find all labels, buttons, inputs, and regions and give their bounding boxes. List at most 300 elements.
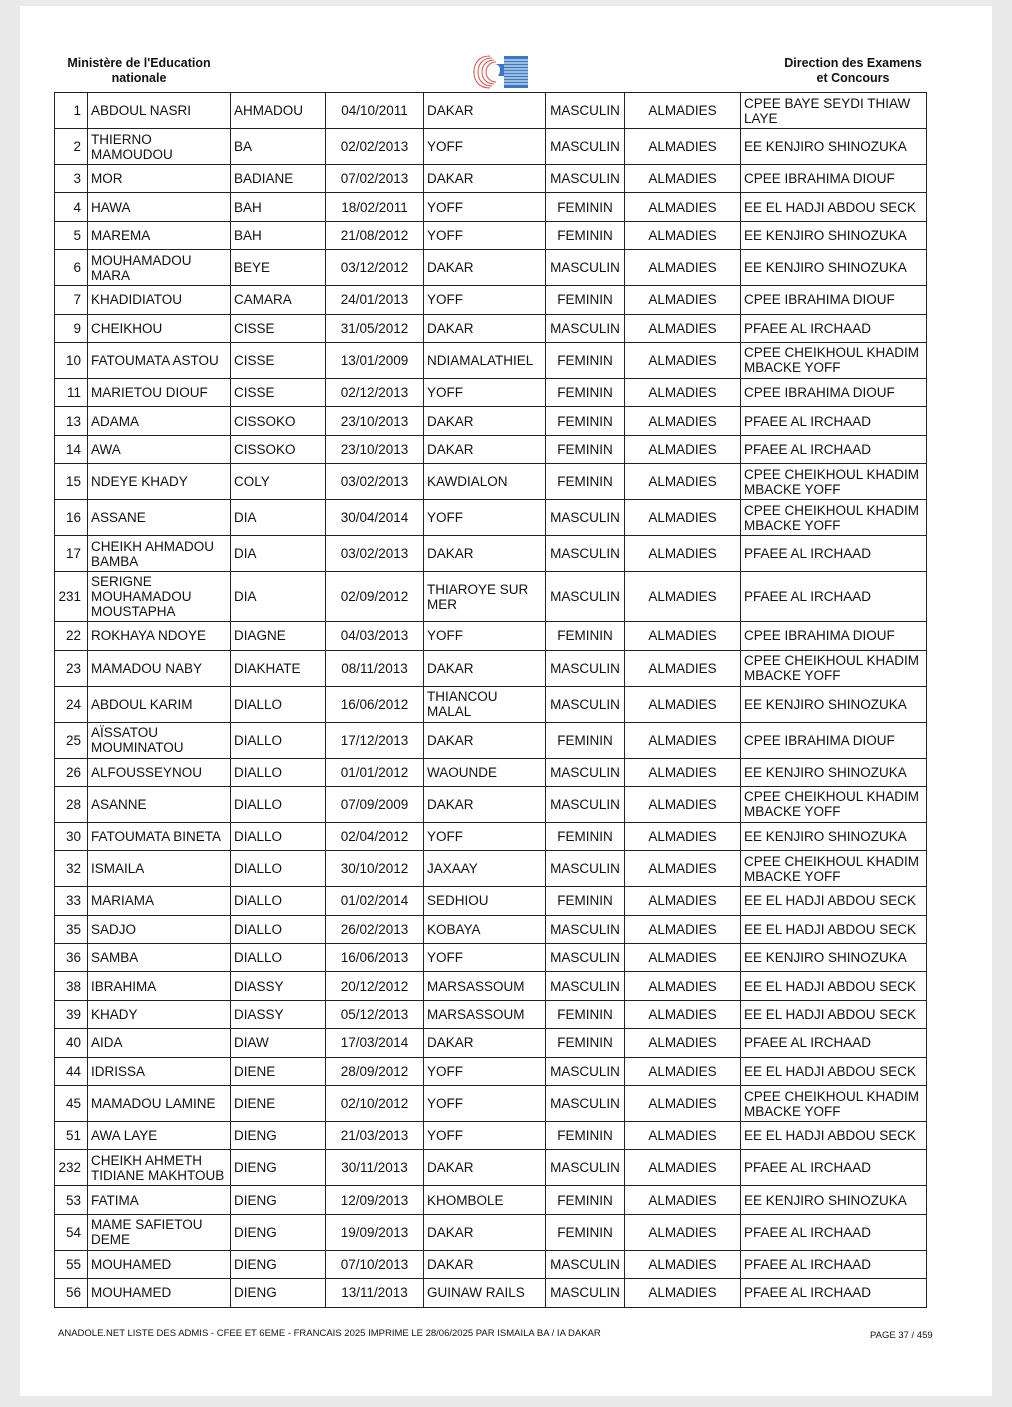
ief-cell: ALMADIES bbox=[625, 165, 741, 193]
birth-place-cell: NDIAMALATHIEL bbox=[424, 342, 546, 378]
sex-cell: MASCULIN bbox=[546, 500, 625, 536]
ief-cell: ALMADIES bbox=[625, 887, 741, 915]
school-cell: EE KENJIRO SHINOZUKA bbox=[741, 221, 927, 249]
ief-cell: ALMADIES bbox=[625, 1186, 741, 1214]
table-row bbox=[55, 758, 927, 786]
last-name-cell: DIALLO bbox=[231, 786, 326, 822]
first-name-cell: FATIMA bbox=[88, 1186, 231, 1214]
direction-line-2: et Concours bbox=[816, 71, 890, 85]
first-name-cell: ASANNE bbox=[88, 786, 231, 822]
last-name-cell: DIA bbox=[231, 572, 326, 622]
first-name-cell: ALFOUSSEYNOU bbox=[88, 758, 231, 786]
birth-date-cell: 13/11/2013 bbox=[326, 1279, 424, 1307]
row-number-cell: 2 bbox=[55, 129, 88, 165]
last-name-cell: DIENG bbox=[231, 1186, 326, 1214]
last-name-cell: DIAGNE bbox=[231, 622, 326, 650]
birth-date-cell: 23/10/2013 bbox=[326, 435, 424, 463]
row-number-cell: 11 bbox=[55, 378, 88, 406]
last-name-cell: DIALLO bbox=[231, 887, 326, 915]
sex-cell: MASCULIN bbox=[546, 915, 625, 943]
school-cell: PFAEE AL IRCHAAD bbox=[741, 572, 927, 622]
birth-place-cell: GUINAW RAILS bbox=[424, 1279, 546, 1307]
last-name-cell: CISSE bbox=[231, 342, 326, 378]
first-name-cell: MOR bbox=[88, 165, 231, 193]
last-name-cell: BAH bbox=[231, 221, 326, 249]
ief-cell: ALMADIES bbox=[625, 1150, 741, 1186]
birth-place-cell: DAKAR bbox=[424, 536, 546, 572]
birth-place-cell: DAKAR bbox=[424, 786, 546, 822]
ief-cell: ALMADIES bbox=[625, 250, 741, 286]
table-row bbox=[55, 1250, 927, 1278]
row-number-cell: 231 bbox=[55, 572, 88, 622]
school-cell: PFAEE AL IRCHAAD bbox=[741, 1150, 927, 1186]
birth-date-cell: 02/09/2012 bbox=[326, 572, 424, 622]
last-name-cell: DIA bbox=[231, 500, 326, 536]
sex-cell: FEMININ bbox=[546, 1029, 625, 1057]
school-cell: EE KENJIRO SHINOZUKA bbox=[741, 1186, 927, 1214]
birth-place-cell: DAKAR bbox=[424, 722, 546, 758]
ief-cell: ALMADIES bbox=[625, 1122, 741, 1150]
first-name-cell: AIDA bbox=[88, 1029, 231, 1057]
school-cell: EE EL HADJI ABDOU SECK bbox=[741, 915, 927, 943]
last-name-cell: CISSE bbox=[231, 378, 326, 406]
sex-cell: MASCULIN bbox=[546, 650, 625, 686]
row-number-cell: 23 bbox=[55, 650, 88, 686]
sex-cell: FEMININ bbox=[546, 887, 625, 915]
first-name-cell: MOUHAMED bbox=[88, 1279, 231, 1307]
sex-cell: FEMININ bbox=[546, 193, 625, 221]
row-number-cell: 38 bbox=[55, 972, 88, 1000]
school-cell: PFAEE AL IRCHAAD bbox=[741, 1279, 927, 1307]
birth-date-cell: 16/06/2013 bbox=[326, 944, 424, 972]
birth-place-cell: YOFF bbox=[424, 378, 546, 406]
sex-cell: FEMININ bbox=[546, 1214, 625, 1250]
birth-place-cell: THIAROYE SUR MER bbox=[424, 572, 546, 622]
birth-date-cell: 28/09/2012 bbox=[326, 1057, 424, 1085]
table-row bbox=[55, 1057, 927, 1085]
birth-date-cell: 13/01/2009 bbox=[326, 342, 424, 378]
row-number-cell: 4 bbox=[55, 193, 88, 221]
row-number-cell: 24 bbox=[55, 686, 88, 722]
school-cell: PFAEE AL IRCHAAD bbox=[741, 314, 927, 342]
first-name-cell: ABDOUL KARIM bbox=[88, 686, 231, 722]
birth-date-cell: 02/04/2012 bbox=[326, 822, 424, 850]
ief-cell: ALMADIES bbox=[625, 536, 741, 572]
birth-place-cell: YOFF bbox=[424, 129, 546, 165]
first-name-cell: FATOUMATA BINETA bbox=[88, 822, 231, 850]
sex-cell: MASCULIN bbox=[546, 758, 625, 786]
sex-cell: MASCULIN bbox=[546, 572, 625, 622]
row-number-cell: 35 bbox=[55, 915, 88, 943]
school-cell: CPEE IBRAHIMA DIOUF bbox=[741, 286, 927, 314]
direction-line-1: Direction des Examens bbox=[784, 56, 922, 70]
school-cell: EE EL HADJI ABDOU SECK bbox=[741, 1057, 927, 1085]
birth-place-cell: KOBAYA bbox=[424, 915, 546, 943]
ief-cell: ALMADIES bbox=[625, 686, 741, 722]
sex-cell: MASCULIN bbox=[546, 1086, 625, 1122]
page-number: PAGE 37 / 459 bbox=[870, 1330, 933, 1341]
sex-cell: FEMININ bbox=[546, 1122, 625, 1150]
school-cell: PFAEE AL IRCHAAD bbox=[741, 1250, 927, 1278]
first-name-cell: MARIAMA bbox=[88, 887, 231, 915]
ief-cell: ALMADIES bbox=[625, 722, 741, 758]
ief-cell: ALMADIES bbox=[625, 193, 741, 221]
sex-cell: FEMININ bbox=[546, 464, 625, 500]
table-row bbox=[55, 193, 927, 221]
row-number-cell: 33 bbox=[55, 887, 88, 915]
exams-direction-header bbox=[772, 56, 934, 86]
birth-place-cell: KAWDIALON bbox=[424, 464, 546, 500]
ief-cell: ALMADIES bbox=[625, 286, 741, 314]
row-number-cell: 3 bbox=[55, 165, 88, 193]
school-cell: CPEE CHEIKHOUL KHADIM MBACKE YOFF bbox=[741, 500, 927, 536]
ief-cell: ALMADIES bbox=[625, 1250, 741, 1278]
first-name-cell: CHEIKHOU bbox=[88, 314, 231, 342]
ief-cell: ALMADIES bbox=[625, 915, 741, 943]
school-cell: CPEE CHEIKHOUL KHADIM MBACKE YOFF bbox=[741, 1086, 927, 1122]
birth-place-cell: DAKAR bbox=[424, 250, 546, 286]
row-number-cell: 32 bbox=[55, 851, 88, 887]
table-row bbox=[55, 1000, 927, 1028]
last-name-cell: DIAKHATE bbox=[231, 650, 326, 686]
table-row bbox=[55, 887, 927, 915]
row-number-cell: 10 bbox=[55, 342, 88, 378]
school-cell: CPEE IBRAHIMA DIOUF bbox=[741, 722, 927, 758]
table-row bbox=[55, 500, 927, 536]
last-name-cell: DIENG bbox=[231, 1150, 326, 1186]
sex-cell: MASCULIN bbox=[546, 1150, 625, 1186]
first-name-cell: AÏSSATOU MOUMINATOU bbox=[88, 722, 231, 758]
birth-date-cell: 24/01/2013 bbox=[326, 286, 424, 314]
ief-cell: ALMADIES bbox=[625, 572, 741, 622]
table-row bbox=[55, 622, 927, 650]
ief-cell: ALMADIES bbox=[625, 758, 741, 786]
first-name-cell: KHADY bbox=[88, 1000, 231, 1028]
first-name-cell: MAREMA bbox=[88, 221, 231, 249]
birth-date-cell: 04/03/2013 bbox=[326, 622, 424, 650]
row-number-cell: 54 bbox=[55, 1214, 88, 1250]
row-number-cell: 232 bbox=[55, 1150, 88, 1186]
first-name-cell: SERIGNE MOUHAMADOU MOUSTAPHA bbox=[88, 572, 231, 622]
last-name-cell: DIALLO bbox=[231, 722, 326, 758]
sex-cell: FEMININ bbox=[546, 1000, 625, 1028]
ief-cell: ALMADIES bbox=[625, 407, 741, 435]
ief-cell: ALMADIES bbox=[625, 342, 741, 378]
birth-date-cell: 17/12/2013 bbox=[326, 722, 424, 758]
birth-date-cell: 20/12/2012 bbox=[326, 972, 424, 1000]
ief-cell: ALMADIES bbox=[625, 972, 741, 1000]
table-row bbox=[55, 1086, 927, 1122]
birth-place-cell: DAKAR bbox=[424, 314, 546, 342]
row-number-cell: 7 bbox=[55, 286, 88, 314]
birth-date-cell: 02/12/2013 bbox=[326, 378, 424, 406]
sex-cell: FEMININ bbox=[546, 286, 625, 314]
row-number-cell: 13 bbox=[55, 407, 88, 435]
birth-place-cell: YOFF bbox=[424, 1057, 546, 1085]
last-name-cell: BA bbox=[231, 129, 326, 165]
birth-place-cell: DAKAR bbox=[424, 1029, 546, 1057]
ief-cell: ALMADIES bbox=[625, 500, 741, 536]
last-name-cell: DIASSY bbox=[231, 972, 326, 1000]
school-cell: EE KENJIRO SHINOZUKA bbox=[741, 758, 927, 786]
row-number-cell: 51 bbox=[55, 1122, 88, 1150]
row-number-cell: 39 bbox=[55, 1000, 88, 1028]
school-cell: PFAEE AL IRCHAAD bbox=[741, 1029, 927, 1057]
sex-cell: MASCULIN bbox=[546, 1279, 625, 1307]
first-name-cell: CHEIKH AHMETH TIDIANE MAKHTOUB bbox=[88, 1150, 231, 1186]
row-number-cell: 5 bbox=[55, 221, 88, 249]
school-cell: PFAEE AL IRCHAAD bbox=[741, 435, 927, 463]
table-body bbox=[55, 93, 927, 1308]
row-number-cell: 25 bbox=[55, 722, 88, 758]
school-cell: EE EL HADJI ABDOU SECK bbox=[741, 972, 927, 1000]
school-cell: CPEE IBRAHIMA DIOUF bbox=[741, 378, 927, 406]
birth-date-cell: 16/06/2012 bbox=[326, 686, 424, 722]
birth-date-cell: 05/12/2013 bbox=[326, 1000, 424, 1028]
first-name-cell: HAWA bbox=[88, 193, 231, 221]
birth-place-cell: DAKAR bbox=[424, 407, 546, 435]
birth-date-cell: 07/02/2013 bbox=[326, 165, 424, 193]
birth-date-cell: 23/10/2013 bbox=[326, 407, 424, 435]
school-cell: EE EL HADJI ABDOU SECK bbox=[741, 887, 927, 915]
birth-date-cell: 30/04/2014 bbox=[326, 500, 424, 536]
footer-print-info: ANADOLE.NET LISTE DES ADMIS - CFEE ET 6EME - FRANCAIS 2025 IMPRIME LE 28/06/2025 PAR ISMAILA BA / IA DAKAR bbox=[58, 1328, 601, 1339]
table-row bbox=[55, 1186, 927, 1214]
birth-place-cell: DAKAR bbox=[424, 435, 546, 463]
last-name-cell: CISSE bbox=[231, 314, 326, 342]
school-cell: CPEE CHEIKHOUL KHADIM MBACKE YOFF bbox=[741, 786, 927, 822]
sex-cell: MASCULIN bbox=[546, 93, 625, 129]
sex-cell: MASCULIN bbox=[546, 1057, 625, 1085]
table-row bbox=[55, 822, 927, 850]
row-number-cell: 9 bbox=[55, 314, 88, 342]
birth-place-cell: DAKAR bbox=[424, 1250, 546, 1278]
table-row bbox=[55, 314, 927, 342]
last-name-cell: BAH bbox=[231, 193, 326, 221]
birth-place-cell: YOFF bbox=[424, 622, 546, 650]
ief-cell: ALMADIES bbox=[625, 822, 741, 850]
school-cell: EE EL HADJI ABDOU SECK bbox=[741, 193, 927, 221]
birth-place-cell: YOFF bbox=[424, 1086, 546, 1122]
table-row bbox=[55, 1150, 927, 1186]
sex-cell: MASCULIN bbox=[546, 944, 625, 972]
first-name-cell: CHEIKH AHMADOU BAMBA bbox=[88, 536, 231, 572]
birth-date-cell: 04/10/2011 bbox=[326, 93, 424, 129]
first-name-cell: NDEYE KHADY bbox=[88, 464, 231, 500]
birth-date-cell: 30/11/2013 bbox=[326, 1150, 424, 1186]
table-row bbox=[55, 1214, 927, 1250]
last-name-cell: DIALLO bbox=[231, 686, 326, 722]
ief-cell: ALMADIES bbox=[625, 93, 741, 129]
birth-place-cell: YOFF bbox=[424, 193, 546, 221]
row-number-cell: 45 bbox=[55, 1086, 88, 1122]
first-name-cell: IDRISSA bbox=[88, 1057, 231, 1085]
last-name-cell: DIAW bbox=[231, 1029, 326, 1057]
birth-place-cell: MARSASSOUM bbox=[424, 972, 546, 1000]
last-name-cell: BADIANE bbox=[231, 165, 326, 193]
birth-date-cell: 02/02/2013 bbox=[326, 129, 424, 165]
sex-cell: MASCULIN bbox=[546, 314, 625, 342]
table-row bbox=[55, 851, 927, 887]
birth-place-cell: YOFF bbox=[424, 221, 546, 249]
table-row bbox=[55, 407, 927, 435]
sex-cell: FEMININ bbox=[546, 435, 625, 463]
school-cell: PFAEE AL IRCHAAD bbox=[741, 407, 927, 435]
birth-place-cell: DAKAR bbox=[424, 165, 546, 193]
last-name-cell: DIENG bbox=[231, 1279, 326, 1307]
birth-date-cell: 30/10/2012 bbox=[326, 851, 424, 887]
ief-cell: ALMADIES bbox=[625, 622, 741, 650]
sex-cell: MASCULIN bbox=[546, 786, 625, 822]
birth-place-cell: THIANCOU MALAL bbox=[424, 686, 546, 722]
last-name-cell: DIALLO bbox=[231, 758, 326, 786]
first-name-cell: AWA LAYE bbox=[88, 1122, 231, 1150]
birth-place-cell: DAKAR bbox=[424, 1214, 546, 1250]
birth-date-cell: 07/09/2009 bbox=[326, 786, 424, 822]
row-number-cell: 15 bbox=[55, 464, 88, 500]
table-row bbox=[55, 435, 927, 463]
table-row bbox=[55, 786, 927, 822]
first-name-cell: KHADIDIATOU bbox=[88, 286, 231, 314]
table-row bbox=[55, 129, 927, 165]
school-cell: CPEE IBRAHIMA DIOUF bbox=[741, 622, 927, 650]
table-row bbox=[55, 944, 927, 972]
birth-place-cell: DAKAR bbox=[424, 650, 546, 686]
birth-date-cell: 21/08/2012 bbox=[326, 221, 424, 249]
sex-cell: MASCULIN bbox=[546, 1250, 625, 1278]
first-name-cell: ISMAILA bbox=[88, 851, 231, 887]
birth-place-cell: YOFF bbox=[424, 1122, 546, 1150]
birth-date-cell: 18/02/2011 bbox=[326, 193, 424, 221]
first-name-cell: IBRAHIMA bbox=[88, 972, 231, 1000]
first-name-cell: FATOUMATA ASTOU bbox=[88, 342, 231, 378]
school-cell: CPEE CHEIKHOUL KHADIM MBACKE YOFF bbox=[741, 464, 927, 500]
birth-place-cell: YOFF bbox=[424, 822, 546, 850]
row-number-cell: 1 bbox=[55, 93, 88, 129]
first-name-cell: ABDOUL NASRI bbox=[88, 93, 231, 129]
ief-cell: ALMADIES bbox=[625, 1057, 741, 1085]
last-name-cell: COLY bbox=[231, 464, 326, 500]
ief-cell: ALMADIES bbox=[625, 650, 741, 686]
table-row bbox=[55, 915, 927, 943]
birth-date-cell: 21/03/2013 bbox=[326, 1122, 424, 1150]
ief-cell: ALMADIES bbox=[625, 464, 741, 500]
ief-cell: ALMADIES bbox=[625, 1214, 741, 1250]
last-name-cell: DIENE bbox=[231, 1057, 326, 1085]
table-row bbox=[55, 1029, 927, 1057]
ministry-line-1: Ministère de l'Education bbox=[67, 56, 211, 70]
table-row bbox=[55, 722, 927, 758]
birth-date-cell: 03/02/2013 bbox=[326, 464, 424, 500]
table-row bbox=[55, 93, 927, 129]
row-number-cell: 26 bbox=[55, 758, 88, 786]
row-number-cell: 56 bbox=[55, 1279, 88, 1307]
admitted-candidates-table bbox=[54, 92, 927, 1308]
school-cell: EE KENJIRO SHINOZUKA bbox=[741, 686, 927, 722]
table-row bbox=[55, 221, 927, 249]
birth-date-cell: 02/10/2012 bbox=[326, 1086, 424, 1122]
first-name-cell: MAMADOU NABY bbox=[88, 650, 231, 686]
first-name-cell: ADAMA bbox=[88, 407, 231, 435]
row-number-cell: 53 bbox=[55, 1186, 88, 1214]
first-name-cell: MAMADOU LAMINE bbox=[88, 1086, 231, 1122]
table-row bbox=[55, 250, 927, 286]
sex-cell: FEMININ bbox=[546, 342, 625, 378]
school-cell: CPEE IBRAHIMA DIOUF bbox=[741, 165, 927, 193]
ministry-line-2: nationale bbox=[111, 71, 167, 85]
ief-cell: ALMADIES bbox=[625, 851, 741, 887]
birth-place-cell: JAXAAY bbox=[424, 851, 546, 887]
school-cell: PFAEE AL IRCHAAD bbox=[741, 536, 927, 572]
last-name-cell: DIALLO bbox=[231, 822, 326, 850]
table-row bbox=[55, 1279, 927, 1307]
table-row bbox=[55, 536, 927, 572]
birth-place-cell: DAKAR bbox=[424, 93, 546, 129]
sex-cell: FEMININ bbox=[546, 221, 625, 249]
row-number-cell: 16 bbox=[55, 500, 88, 536]
ief-cell: ALMADIES bbox=[625, 1279, 741, 1307]
sex-cell: MASCULIN bbox=[546, 250, 625, 286]
ministry-header bbox=[58, 56, 220, 86]
birth-date-cell: 01/02/2014 bbox=[326, 887, 424, 915]
birth-date-cell: 08/11/2013 bbox=[326, 650, 424, 686]
row-number-cell: 40 bbox=[55, 1029, 88, 1057]
birth-place-cell: KHOMBOLE bbox=[424, 1186, 546, 1214]
last-name-cell: DIA bbox=[231, 536, 326, 572]
school-cell: EE EL HADJI ABDOU SECK bbox=[741, 1000, 927, 1028]
sex-cell: MASCULIN bbox=[546, 686, 625, 722]
table-row bbox=[55, 650, 927, 686]
school-cell: EE KENJIRO SHINOZUKA bbox=[741, 822, 927, 850]
last-name-cell: DIENG bbox=[231, 1122, 326, 1150]
last-name-cell: DIALLO bbox=[231, 915, 326, 943]
school-cell: EE EL HADJI ABDOU SECK bbox=[741, 1122, 927, 1150]
birth-date-cell: 17/03/2014 bbox=[326, 1029, 424, 1057]
ief-cell: ALMADIES bbox=[625, 221, 741, 249]
first-name-cell: SAMBA bbox=[88, 944, 231, 972]
sex-cell: FEMININ bbox=[546, 407, 625, 435]
ief-cell: ALMADIES bbox=[625, 944, 741, 972]
birth-place-cell: WAOUNDE bbox=[424, 758, 546, 786]
school-cell: CPEE BAYE SEYDI THIAW LAYE bbox=[741, 93, 927, 129]
document-page bbox=[20, 6, 992, 1396]
ief-cell: ALMADIES bbox=[625, 1086, 741, 1122]
ief-cell: ALMADIES bbox=[625, 786, 741, 822]
last-name-cell: DIENE bbox=[231, 1086, 326, 1122]
table-row bbox=[55, 464, 927, 500]
birth-place-cell: YOFF bbox=[424, 944, 546, 972]
sex-cell: MASCULIN bbox=[546, 972, 625, 1000]
table-row bbox=[55, 342, 927, 378]
sex-cell: FEMININ bbox=[546, 1186, 625, 1214]
last-name-cell: DIENG bbox=[231, 1214, 326, 1250]
last-name-cell: BEYE bbox=[231, 250, 326, 286]
last-name-cell: CAMARA bbox=[231, 286, 326, 314]
first-name-cell: MOUHAMADOU MARA bbox=[88, 250, 231, 286]
table-row bbox=[55, 972, 927, 1000]
birth-place-cell: MARSASSOUM bbox=[424, 1000, 546, 1028]
row-number-cell: 30 bbox=[55, 822, 88, 850]
last-name-cell: DIALLO bbox=[231, 944, 326, 972]
table-row bbox=[55, 686, 927, 722]
school-cell: EE KENJIRO SHINOZUKA bbox=[741, 944, 927, 972]
school-cell: PFAEE AL IRCHAAD bbox=[741, 1214, 927, 1250]
table-row bbox=[55, 378, 927, 406]
birth-date-cell: 07/10/2013 bbox=[326, 1250, 424, 1278]
row-number-cell: 17 bbox=[55, 536, 88, 572]
first-name-cell: SADJO bbox=[88, 915, 231, 943]
school-cell: EE KENJIRO SHINOZUKA bbox=[741, 250, 927, 286]
